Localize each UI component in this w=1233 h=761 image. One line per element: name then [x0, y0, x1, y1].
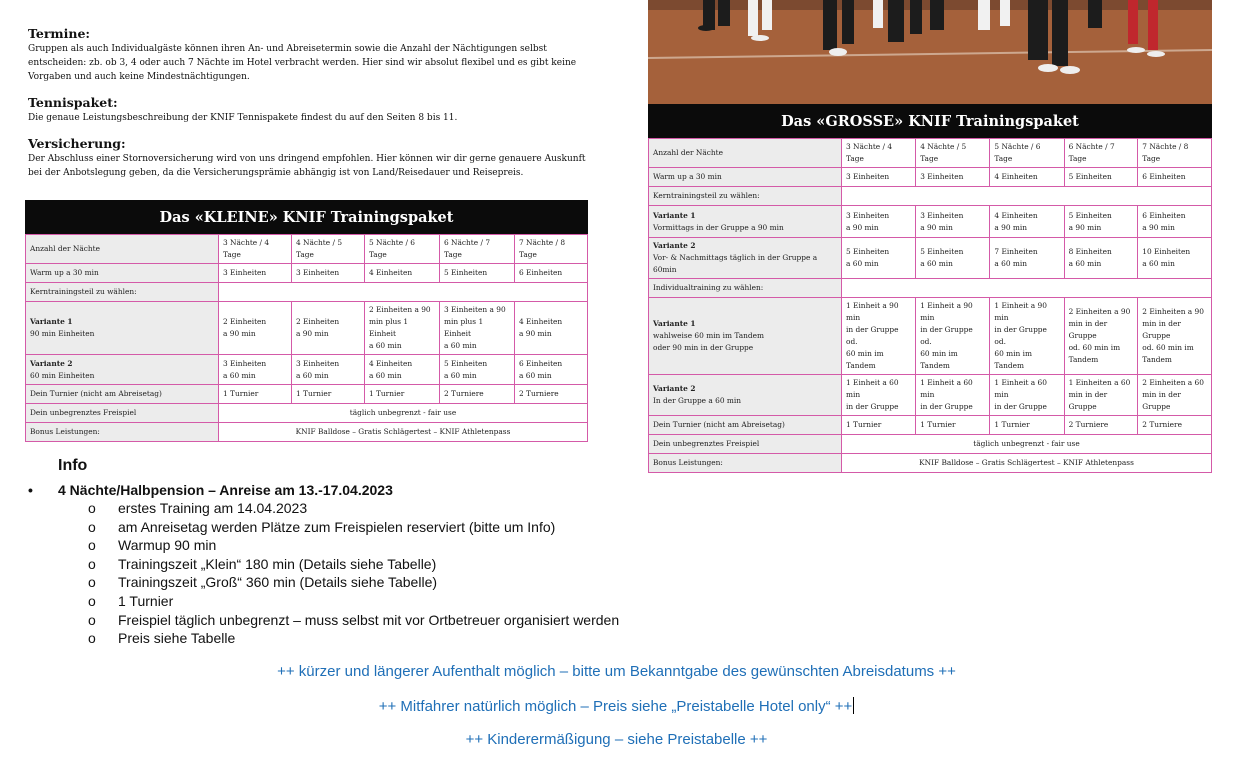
section-termine — [28, 26, 588, 84]
circle-bullet-icon: o — [88, 630, 96, 647]
row-label — [26, 355, 219, 385]
table-cell: 7 Nächte / 8 Tage — [515, 235, 588, 264]
table-row — [26, 283, 588, 302]
list-item — [88, 629, 619, 648]
table-cell: 7 Einheiten a 60 min — [990, 238, 1064, 279]
row-label-text: Warm up a 30 min — [30, 268, 99, 277]
row-label — [649, 206, 842, 238]
table-cell: 3 Einheiten a 90 min — [916, 206, 990, 238]
circle-bullet-icon: o — [88, 574, 96, 591]
big-package-table — [648, 104, 1212, 473]
circle-bullet-icon: o — [88, 518, 96, 535]
table-cell: 1 Turnier — [990, 416, 1064, 435]
row-label — [649, 279, 842, 298]
row-label-text: Dein Turnier (nicht am Abreisetag) — [653, 420, 785, 429]
table-row — [649, 435, 1212, 454]
table-cell: 3 Einheiten a 90 min plus 1 Einheit a 60 min — [439, 302, 514, 355]
row-label-bold: Variante 2 — [30, 358, 73, 368]
row-label — [649, 139, 842, 168]
bullet-icon: • — [28, 482, 33, 498]
table-cell: 5 Einheiten a 90 min — [1064, 206, 1138, 238]
row-label — [26, 283, 219, 302]
table-cell: 1 Einheit a 90 min in der Gruppe od. 60 min im Tandem — [990, 298, 1064, 375]
small-package-title: Das «KLEINE» KNIF Trainingspaket — [25, 200, 588, 234]
table-row — [26, 404, 588, 423]
table-row — [649, 375, 1212, 416]
table-cell: 2 Einheiten a 90 min plus 1 Einheit a 60 min — [364, 302, 439, 355]
table-cell: 10 Einheiten a 60 min — [1138, 238, 1212, 279]
circle-bullet-icon: o — [88, 611, 96, 628]
table-row — [649, 168, 1212, 187]
row-label — [649, 298, 842, 375]
table-cell: 7 Nächte / 8 Tage — [1138, 139, 1212, 168]
list-item-text: Trainingszeit „Groß“ 360 min (Details siehe Tabelle) — [118, 574, 438, 591]
table-cell: 2 Einheiten a 90 min — [291, 302, 364, 355]
table-cell: 4 Nächte / 5 Tage — [291, 235, 364, 264]
section-body: Die genaue Leistungsbeschreibung der KNIF Tennispakete findest du auf den Seiten 8 bis 11. — [28, 113, 458, 123]
row-label-text: Vormittags in der Gruppe a 90 min — [653, 222, 784, 232]
table-cell: täglich unbegrenzt - fair use — [842, 435, 1212, 454]
table-cell: 5 Einheiten a 60 min — [439, 355, 514, 385]
row-label-text: Bonus Leistungen: — [30, 427, 100, 436]
table-cell: 3 Einheiten a 90 min — [842, 206, 916, 238]
row-label-text: In der Gruppe a 60 min — [653, 396, 742, 405]
section-body: Der Abschluss einer Stornoversicherung wird von uns dringend empfohlen. Hier können wir dir gerne genauere Auskunft bei der Anbotslegung geben, da die Versicherungsprämie abhängig ist von Land/Reisedauer und Reisepreis. — [28, 154, 586, 178]
table-cell: 2 Einheiten a 90 min in der Gruppe od. 60 min im Tandem — [1138, 298, 1212, 375]
table-cell: 6 Nächte / 7 Tage — [439, 235, 514, 264]
table-cell: 1 Turnier — [219, 385, 292, 404]
list-item-text: am Anreisetag werden Plätze zum Freispielen reserviert (bitte um Info) — [118, 518, 556, 535]
small-package-table — [25, 200, 588, 442]
circle-bullet-icon: o — [88, 537, 96, 554]
table-cell: 1 Einheit a 60 min in der Gruppe — [990, 375, 1064, 416]
table-row — [649, 416, 1212, 435]
table-cell: 5 Einheiten a 60 min — [842, 238, 916, 279]
table-row — [26, 264, 588, 283]
note-children-discount: ++ Kinderermäßigung – siehe Preistabelle ++ — [465, 731, 768, 748]
row-label — [649, 238, 842, 279]
table-cell: 3 Einheiten — [291, 264, 364, 283]
row-label-text: Kerntrainingsteil zu wählen: — [653, 191, 760, 200]
row-label — [26, 404, 219, 423]
table-cell: 8 Einheiten a 60 min — [1064, 238, 1138, 279]
table-cell: 1 Einheiten a 60 min in der Gruppe — [1064, 375, 1138, 416]
row-label-text: Dein Turnier (nicht am Abreisetag) — [30, 389, 162, 398]
row-label — [649, 454, 842, 473]
table-cell: 3 Nächte / 4 Tage — [219, 235, 292, 264]
table-cell: 5 Einheiten — [439, 264, 514, 283]
list-item — [88, 592, 619, 611]
list-item-text: erstes Training am 14.04.2023 — [118, 500, 308, 516]
list-item-text: Warmup 90 min — [118, 537, 217, 554]
section-title: Tennispaket: — [28, 95, 118, 110]
row-label-text: Anzahl der Nächte — [653, 148, 723, 157]
table-cell: 6 Einheiten a 90 min — [1138, 206, 1212, 238]
row-label-text: Dein unbegrenztes Freispiel — [30, 408, 137, 417]
info-sub-list — [88, 499, 619, 648]
table-row — [649, 187, 1212, 206]
table-row — [649, 206, 1212, 238]
note-passengers-text: ++ Mitfahrer natürlich möglich – Preis siehe „Preistabelle Hotel only“ ++ — [378, 698, 853, 715]
row-label-text: 90 min Einheiten — [30, 329, 95, 338]
row-label-text: Individualtraining zu wählen: — [653, 283, 764, 292]
note-stay-length: ++ kürzer und längerer Aufenthalt möglich – bitte um Bekanntgabe des gewünschten Abreisdatums ++ — [277, 663, 956, 680]
row-label — [649, 187, 842, 206]
table-cell: 1 Turnier — [916, 416, 990, 435]
table-cell: 1 Einheit a 60 min in der Gruppe — [842, 375, 916, 416]
big-package-grid — [648, 138, 1212, 473]
table-cell: 2 Turniere — [515, 385, 588, 404]
table-row — [26, 235, 588, 264]
list-item-text: Preis siehe Tabelle — [118, 630, 236, 647]
table-cell: 3 Einheiten — [916, 168, 990, 187]
table-cell: 6 Einheiten a 60 min — [515, 355, 588, 385]
table-cell: 4 Einheiten a 90 min — [515, 302, 588, 355]
table-cell: 3 Nächte / 4 Tage — [842, 139, 916, 168]
table-cell: 3 Einheiten a 60 min — [291, 355, 364, 385]
section-title: Versicherung: — [28, 136, 126, 151]
list-item-text: 1 Turnier — [118, 592, 174, 609]
table-row — [26, 423, 588, 442]
table-cell: 2 Einheiten a 90 min in der Gruppe od. 60 min im Tandem — [1064, 298, 1138, 375]
row-label-text: Anzahl der Nächte — [30, 244, 100, 253]
row-label — [26, 264, 219, 283]
table-row — [649, 454, 1212, 473]
list-item — [88, 555, 619, 574]
table-cell: 1 Einheit a 90 min in der Gruppe od. 60 min im Tandem — [916, 298, 990, 375]
table-cell: 4 Einheiten a 90 min — [990, 206, 1064, 238]
row-label — [649, 435, 842, 454]
list-item-text: Trainingszeit „Klein“ 180 min (Details siehe Tabelle) — [118, 555, 437, 572]
circle-bullet-icon: o — [88, 555, 96, 572]
table-cell: 4 Einheiten a 60 min — [364, 355, 439, 385]
section-header-cell — [842, 187, 1212, 206]
table-cell: 6 Nächte / 7 Tage — [1064, 139, 1138, 168]
row-label-bold: Variante 1 — [30, 317, 73, 326]
big-package-title: Das «GROSSE» KNIF Trainingspaket — [648, 104, 1212, 138]
list-item — [88, 499, 619, 518]
table-cell: 2 Turniere — [1064, 416, 1138, 435]
table-cell: 5 Nächte / 6 Tage — [364, 235, 439, 264]
table-cell: 4 Einheiten — [990, 168, 1064, 187]
table-cell: 2 Turniere — [1138, 416, 1212, 435]
main-bullet-text: 4 Nächte/Halbpension – Anreise am 13.-17.04.2023 — [58, 482, 393, 498]
table-cell: 6 Einheiten — [1138, 168, 1212, 187]
note-passengers[interactable] — [0, 697, 1233, 715]
table-row — [26, 385, 588, 404]
row-label-text: Warm up a 30 min — [653, 172, 722, 181]
list-item — [88, 611, 619, 630]
list-item-text: Freispiel täglich unbegrenzt – muss selbst mit vor Ortbetreuer organisiert werden — [118, 611, 620, 628]
list-item — [88, 573, 619, 592]
row-label-bold: Variante 1 — [653, 319, 696, 328]
table-cell: 1 Einheit a 60 min in der Gruppe — [916, 375, 990, 416]
table-cell: 6 Einheiten — [515, 264, 588, 283]
section-body: Gruppen als auch Individualgäste können ihren An- und Abreisetermin sowie die Anzahl der Nächtigungen selbst entscheiden: zb. ob 3, 4 oder auch 7 Nächte im Hotel verbracht werden. Hier sind wir absolut flexibel und es gibt keine Vorgaben und auch keine Mindestnächtigungen. — [28, 44, 577, 82]
circle-bullet-icon: o — [88, 500, 96, 516]
table-cell: 3 Einheiten — [842, 168, 916, 187]
row-label-bold: Variante 2 — [653, 384, 696, 393]
row-label-text: Vor- & Nachmittags täglich in der Gruppe a 60min — [653, 253, 818, 274]
circle-bullet-icon: o — [88, 592, 96, 609]
table-row — [26, 355, 588, 385]
row-label — [26, 302, 219, 355]
table-cell: KNIF Balldose – Gratis Schlägertest – KNIF Athletenpass — [219, 423, 588, 442]
row-label-text: wahlweise 60 min im Tandem oder 90 min in der Gruppe — [653, 331, 765, 352]
table-row — [649, 279, 1212, 298]
table-row — [649, 139, 1212, 168]
section-versicherung — [28, 136, 588, 180]
table-row — [26, 302, 588, 355]
table-cell: 4 Nächte / 5 Tage — [916, 139, 990, 168]
section-title: Termine: — [28, 26, 91, 41]
row-label-text: Bonus Leistungen: — [653, 458, 723, 467]
table-cell: 5 Nächte / 6 Tage — [990, 139, 1064, 168]
intro-text-block — [28, 26, 588, 191]
section-header-cell — [219, 283, 588, 302]
main-bullet-item — [28, 482, 393, 498]
table-row — [649, 298, 1212, 375]
table-row — [649, 238, 1212, 279]
row-label — [649, 416, 842, 435]
section-header-cell — [842, 279, 1212, 298]
table-cell: 4 Einheiten — [364, 264, 439, 283]
list-item — [88, 536, 619, 555]
table-cell: 5 Einheiten — [1064, 168, 1138, 187]
row-label — [26, 423, 219, 442]
row-label — [649, 375, 842, 416]
small-package-grid — [25, 234, 588, 442]
info-heading: Info — [58, 457, 88, 474]
table-cell: 1 Einheit a 90 min in der Gruppe od. 60 min im Tandem — [842, 298, 916, 375]
table-cell: 1 Turnier — [291, 385, 364, 404]
table-cell: täglich unbegrenzt - fair use — [219, 404, 588, 423]
row-label-text: 60 min Einheiten — [30, 370, 95, 380]
row-label-text: Kerntrainingsteil zu wählen: — [30, 287, 137, 296]
table-cell: 2 Einheiten a 60 min in der Gruppe — [1138, 375, 1212, 416]
table-cell: 2 Einheiten a 90 min — [219, 302, 292, 355]
list-item — [88, 518, 619, 537]
table-cell: 3 Einheiten a 60 min — [219, 355, 292, 385]
text-cursor — [853, 697, 854, 714]
table-cell: 2 Turniere — [439, 385, 514, 404]
tennis-players-photo — [648, 0, 1212, 104]
table-cell: KNIF Balldose – Gratis Schlägertest – KNIF Athletenpass — [842, 454, 1212, 473]
row-label-bold: Variante 1 — [653, 210, 696, 220]
row-label — [26, 235, 219, 264]
photo-illustration — [648, 0, 1212, 104]
row-label — [649, 168, 842, 187]
row-label-text: Dein unbegrenztes Freispiel — [653, 439, 760, 448]
table-cell: 5 Einheiten a 60 min — [916, 238, 990, 279]
table-cell: 3 Einheiten — [219, 264, 292, 283]
section-tennispaket — [28, 95, 588, 125]
row-label-bold: Variante 2 — [653, 241, 696, 250]
table-cell: 1 Turnier — [364, 385, 439, 404]
row-label — [26, 385, 219, 404]
table-cell: 1 Turnier — [842, 416, 916, 435]
